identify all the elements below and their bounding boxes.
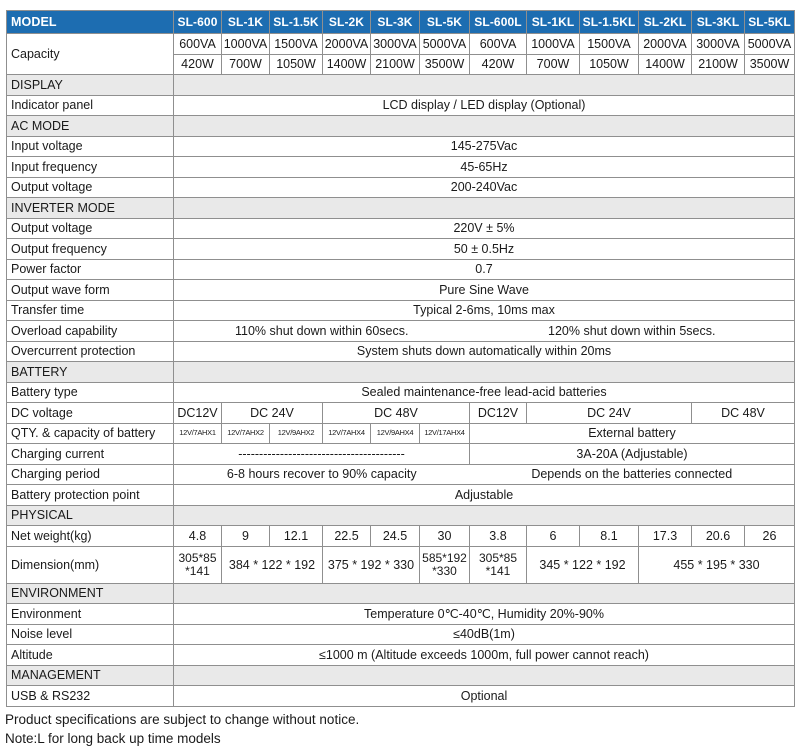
- spec-label: Dimension(mm): [7, 546, 174, 583]
- spec-value: Typical 2-6ms, 10ms max: [174, 300, 795, 321]
- spec-label: Overload capability: [7, 321, 174, 342]
- spec-value: ≤40dB(1m): [174, 624, 795, 645]
- spec-label: Input voltage: [7, 136, 174, 157]
- spec-label: Power factor: [7, 259, 174, 280]
- spec-value: Pure Sine Wave: [174, 280, 795, 301]
- spec-value: 0.7: [174, 259, 795, 280]
- dimension-line: *141: [485, 563, 511, 578]
- spec-label: Charging period: [7, 464, 174, 485]
- capacity-va-row: [7, 34, 795, 55]
- footnote-line: Note:L for long back up time models: [5, 731, 221, 746]
- model-cell: SL-2K: [323, 11, 371, 34]
- spec-row: [7, 341, 795, 362]
- footnote-line: Product specifications are subject to change without notice.: [5, 712, 360, 727]
- spec-value: DC12V: [470, 403, 527, 424]
- capacity-w: 2100W: [371, 54, 420, 75]
- spec-value: 120% shut down within 5secs.: [470, 321, 795, 342]
- capacity-w: 3500W: [745, 54, 795, 75]
- spec-row: [7, 280, 795, 301]
- spec-row: [7, 526, 795, 547]
- spec-value: 110% shut down within 60secs.: [174, 321, 470, 342]
- spec-value: DC 24V: [222, 403, 323, 424]
- spec-value: Depends on the batteries connected: [470, 464, 795, 485]
- section-fill: [174, 505, 795, 526]
- spec-label: Output wave form: [7, 280, 174, 301]
- spec-label: Noise level: [7, 624, 174, 645]
- net-weight: 20.6: [692, 526, 745, 547]
- capacity-va: 600VA: [174, 34, 222, 55]
- spec-value: Sealed maintenance-free lead-acid batteries: [174, 382, 795, 403]
- net-weight: 24.5: [371, 526, 420, 547]
- spec-row: [7, 604, 795, 625]
- capacity-label: Capacity: [7, 34, 174, 75]
- spec-label: Transfer time: [7, 300, 174, 321]
- spec-label: Altitude: [7, 645, 174, 666]
- spec-label: Battery protection point: [7, 485, 174, 506]
- section-heading: AC MODE: [7, 116, 174, 137]
- spec-row: [7, 259, 795, 280]
- section-fill: [174, 198, 795, 219]
- section-fill: [174, 75, 795, 96]
- dimension-line: 585*192: [422, 550, 467, 565]
- spec-value: 12V/7AHX4: [323, 423, 371, 444]
- spec-value: 3A-20A (Adjustable): [470, 444, 795, 465]
- net-weight: 26: [745, 526, 795, 547]
- spec-value: ----------------------------------------: [174, 444, 470, 465]
- spec-label: Net weight(kg): [7, 526, 174, 547]
- spec-label: Battery type: [7, 382, 174, 403]
- net-weight: 22.5: [323, 526, 371, 547]
- dimension-line: *330: [432, 563, 457, 578]
- spec-label: Output voltage: [7, 177, 174, 198]
- capacity-va: 600VA: [470, 34, 527, 55]
- model-label: MODEL: [7, 11, 174, 34]
- footnotes: [5, 710, 359, 748]
- net-weight: 12.1: [270, 526, 323, 547]
- spec-label: USB & RS232: [7, 686, 174, 707]
- section-heading: MANAGEMENT: [7, 665, 174, 686]
- capacity-va: 2000VA: [323, 34, 371, 55]
- spec-value: External battery: [470, 423, 795, 444]
- spec-row: [7, 624, 795, 645]
- capacity-va: 1500VA: [270, 34, 323, 55]
- section-row-physical: [7, 505, 795, 526]
- section-heading: DISPLAY: [7, 75, 174, 96]
- capacity-va: 1000VA: [527, 34, 580, 55]
- spec-value: DC 48V: [323, 403, 470, 424]
- model-cell: SL-1KL: [527, 11, 580, 34]
- net-weight: 3.8: [470, 526, 527, 547]
- spec-value: Temperature 0℃-40℃, Humidity 20%-90%: [174, 604, 795, 625]
- spec-label: DC voltage: [7, 403, 174, 424]
- section-fill: [174, 583, 795, 604]
- spec-label: Charging current: [7, 444, 174, 465]
- model-cell: SL-600: [174, 11, 222, 34]
- section-row-battery: [7, 362, 795, 383]
- capacity-w: 1400W: [639, 54, 692, 75]
- spec-value: 145-275Vac: [174, 136, 795, 157]
- net-weight: 30: [420, 526, 470, 547]
- spec-value: 12V/17AHX4: [420, 423, 470, 444]
- capacity-va: 2000VA: [639, 34, 692, 55]
- spec-row: [7, 177, 795, 198]
- spec-row: [7, 300, 795, 321]
- header-row: [7, 11, 795, 34]
- spec-row: [7, 645, 795, 666]
- spec-row: [7, 423, 795, 444]
- section-row-display: [7, 75, 795, 96]
- spec-value: Adjustable: [174, 485, 795, 506]
- capacity-va: 1000VA: [222, 34, 270, 55]
- spec-label: Output voltage: [7, 218, 174, 239]
- spec-value: 12V/7AHX1: [174, 423, 222, 444]
- capacity-w: 3500W: [420, 54, 470, 75]
- spec-row: [7, 218, 795, 239]
- capacity-w: 1050W: [580, 54, 639, 75]
- model-cell: SL-3K: [371, 11, 420, 34]
- spec-value: System shuts down automatically within 20ms: [174, 341, 795, 362]
- section-heading: PHYSICAL: [7, 505, 174, 526]
- spec-row: [7, 444, 795, 465]
- section-row-environment: [7, 583, 795, 604]
- spec-value: ≤1000 m (Altitude exceeds 1000m, full power cannot reach): [174, 645, 795, 666]
- capacity-w: 700W: [222, 54, 270, 75]
- spec-value: 6-8 hours recover to 90% capacity: [174, 464, 470, 485]
- spec-value: 12V/7AHX2: [222, 423, 270, 444]
- dimension-value: 345 * 122 * 192: [527, 546, 639, 583]
- spec-row: [7, 95, 795, 116]
- spec-value: 12V/9AHX2: [270, 423, 323, 444]
- capacity-w: 2100W: [692, 54, 745, 75]
- capacity-w: 1400W: [323, 54, 371, 75]
- spec-row: [7, 239, 795, 260]
- net-weight: 8.1: [580, 526, 639, 547]
- dimension-value: 375 * 192 * 330: [323, 546, 420, 583]
- net-weight: 4.8: [174, 526, 222, 547]
- capacity-w: 1050W: [270, 54, 323, 75]
- spec-value: 220V ± 5%: [174, 218, 795, 239]
- section-heading: ENVIRONMENT: [7, 583, 174, 604]
- spec-value: 12V/9AHX4: [371, 423, 420, 444]
- spec-value: LCD display / LED display (Optional): [174, 95, 795, 116]
- spec-value: 200-240Vac: [174, 177, 795, 198]
- model-cell: SL-2KL: [639, 11, 692, 34]
- dimension-line: 305*85: [478, 550, 518, 565]
- spec-label: Environment: [7, 604, 174, 625]
- spec-row: [7, 464, 795, 485]
- spec-value: 50 ± 0.5Hz: [174, 239, 795, 260]
- section-row-management: [7, 665, 795, 686]
- model-cell: SL-5KL: [745, 11, 795, 34]
- spec-label: QTY. & capacity of battery: [7, 423, 174, 444]
- net-weight: 17.3: [639, 526, 692, 547]
- spec-row: [7, 321, 795, 342]
- section-fill: [174, 116, 795, 137]
- dimension-value: [174, 546, 222, 583]
- section-row-inverter-mode: [7, 198, 795, 219]
- capacity-va: 5000VA: [420, 34, 470, 55]
- spec-value: DC12V: [174, 403, 222, 424]
- spec-value: Optional: [174, 686, 795, 707]
- spec-value: 45-65Hz: [174, 157, 795, 178]
- section-fill: [174, 362, 795, 383]
- spec-label: Indicator panel: [7, 95, 174, 116]
- spec-row: [7, 136, 795, 157]
- dimension-line: *141: [185, 563, 210, 578]
- spec-row: [7, 157, 795, 178]
- capacity-va: 3000VA: [692, 34, 745, 55]
- spec-row: [7, 382, 795, 403]
- model-cell: SL-600L: [470, 11, 527, 34]
- capacity-va: 5000VA: [745, 34, 795, 55]
- net-weight: 9: [222, 526, 270, 547]
- section-row-ac-mode: [7, 116, 795, 137]
- section-heading: INVERTER MODE: [7, 198, 174, 219]
- spec-label: Input frequency: [7, 157, 174, 178]
- dimension-value: 455 * 195 * 330: [639, 546, 795, 583]
- model-cell: SL-1.5K: [270, 11, 323, 34]
- capacity-va: 3000VA: [371, 34, 420, 55]
- model-cell: SL-1.5KL: [580, 11, 639, 34]
- model-cell: SL-1K: [222, 11, 270, 34]
- spec-value: DC 24V: [527, 403, 692, 424]
- capacity-va: 1500VA: [580, 34, 639, 55]
- spec-row: [7, 485, 795, 506]
- net-weight: 6: [527, 526, 580, 547]
- model-cell: SL-5K: [420, 11, 470, 34]
- capacity-w: 700W: [527, 54, 580, 75]
- spec-label: Overcurrent protection: [7, 341, 174, 362]
- model-cell: SL-3KL: [692, 11, 745, 34]
- spec-row: [7, 686, 795, 707]
- spec-value: DC 48V: [692, 403, 795, 424]
- dimension-value: [420, 546, 470, 583]
- section-heading: BATTERY: [7, 362, 174, 383]
- spec-row: [7, 403, 795, 424]
- dimension-line: 305*85: [178, 550, 217, 565]
- capacity-w: 420W: [470, 54, 527, 75]
- dimension-value: 384 * 122 * 192: [222, 546, 323, 583]
- capacity-w: 420W: [174, 54, 222, 75]
- spec-label: Output frequency: [7, 239, 174, 260]
- section-fill: [174, 665, 795, 686]
- spec-table: [6, 10, 795, 707]
- spec-row: [7, 546, 795, 583]
- dimension-value: [470, 546, 527, 583]
